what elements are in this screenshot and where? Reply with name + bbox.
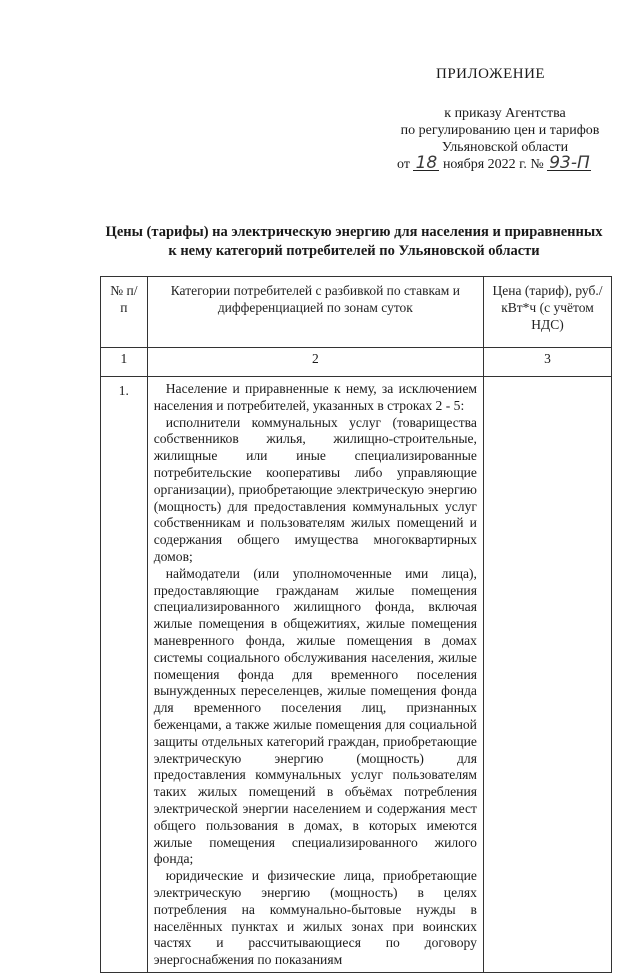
order-prefix: от xyxy=(397,157,410,172)
category-paragraph: наймодатели (или уполномоченные ими лица), предоставляющие гражданам жилые помещения специализированного жилищного фонда, включая жилые помещения в общежитиях, жилые помещения маневренного фонда, жилые помещения в домах системы социального обслуживания населения, жилые помещения фонда для временного поселения вынужденных переселенцев, жилые помещения фонда для временного поселения лиц, признанных беженцами, а также жилые помещения для социальной защиты отдельных категорий граждан, приобретающие электрическую энергию (мощность) для предоставления коммунальных услуг пользователям таких жилых помещений в объёмах потребления электрической энергии населением и содержания мест общего пользования в домах, в которых имеются жилые помещения специализированного жилого фонда; xyxy=(153,565,477,867)
column-index-2: 2 xyxy=(147,348,483,377)
row-price xyxy=(483,377,611,973)
handwritten-order-number: 93-П xyxy=(549,153,590,173)
header-category: Категории потребителей с разбивкой по ставкам и дифференциацией по зонам суток xyxy=(147,277,483,348)
category-paragraph: Население и приравненные к нему, за исключением населения и потребителей, указанных в строках 2 - 5: xyxy=(153,381,477,413)
document-title-line-2: к нему категорий потребителей по Ульяновской области xyxy=(168,243,540,259)
document-title xyxy=(84,223,624,261)
column-index-1: 1 xyxy=(101,348,148,377)
document-title-line-1: Цены (тарифы) на электрическую энергию для населения и приравненных xyxy=(105,224,603,240)
row-category xyxy=(147,377,483,973)
column-index-3: 3 xyxy=(483,348,611,377)
order-date-number xyxy=(397,153,591,173)
order-reference-line-3: Ульяновской области xyxy=(441,140,569,155)
category-paragraph: исполнители коммунальных услуг (товарищества собственников жилья, жилищно-строительные, жилищные или иные специализированные потребительские кооперативы либо управляющие организации), приобретающие электрическую энергию (мощность) для предоставления коммунальных услуг собственникам и пользователям жилых помещений и содержания общего имущества многоквартирных домов; xyxy=(153,414,477,564)
column-index-row xyxy=(101,348,612,377)
header-price: Цена (тариф), руб./кВт*ч (с учётом НДС) xyxy=(483,277,611,348)
order-month-year: ноября 2022 г. № xyxy=(442,157,544,172)
category-paragraph: юридические и физические лица, приобретающие электрическую энергию (мощность) в целях потребления на коммунально-бытовые нужды в населённых пунктах и жилых зонах при воинских частях и рассчитывающиеся по договору энергоснабжения по показаниям xyxy=(153,868,477,968)
table-row xyxy=(101,377,612,973)
table-header-row xyxy=(101,277,612,348)
row-number: 1. xyxy=(101,377,148,973)
header-number: № п/п xyxy=(101,277,148,348)
appendix-title: ПРИЛОЖЕНИЕ xyxy=(436,66,546,82)
order-reference-line-1: к приказу Агентства xyxy=(444,106,566,121)
tariff-table xyxy=(100,276,612,973)
order-reference-line-2: по регулированию цен и тарифов xyxy=(400,123,600,138)
handwritten-day: 18 xyxy=(413,156,439,171)
